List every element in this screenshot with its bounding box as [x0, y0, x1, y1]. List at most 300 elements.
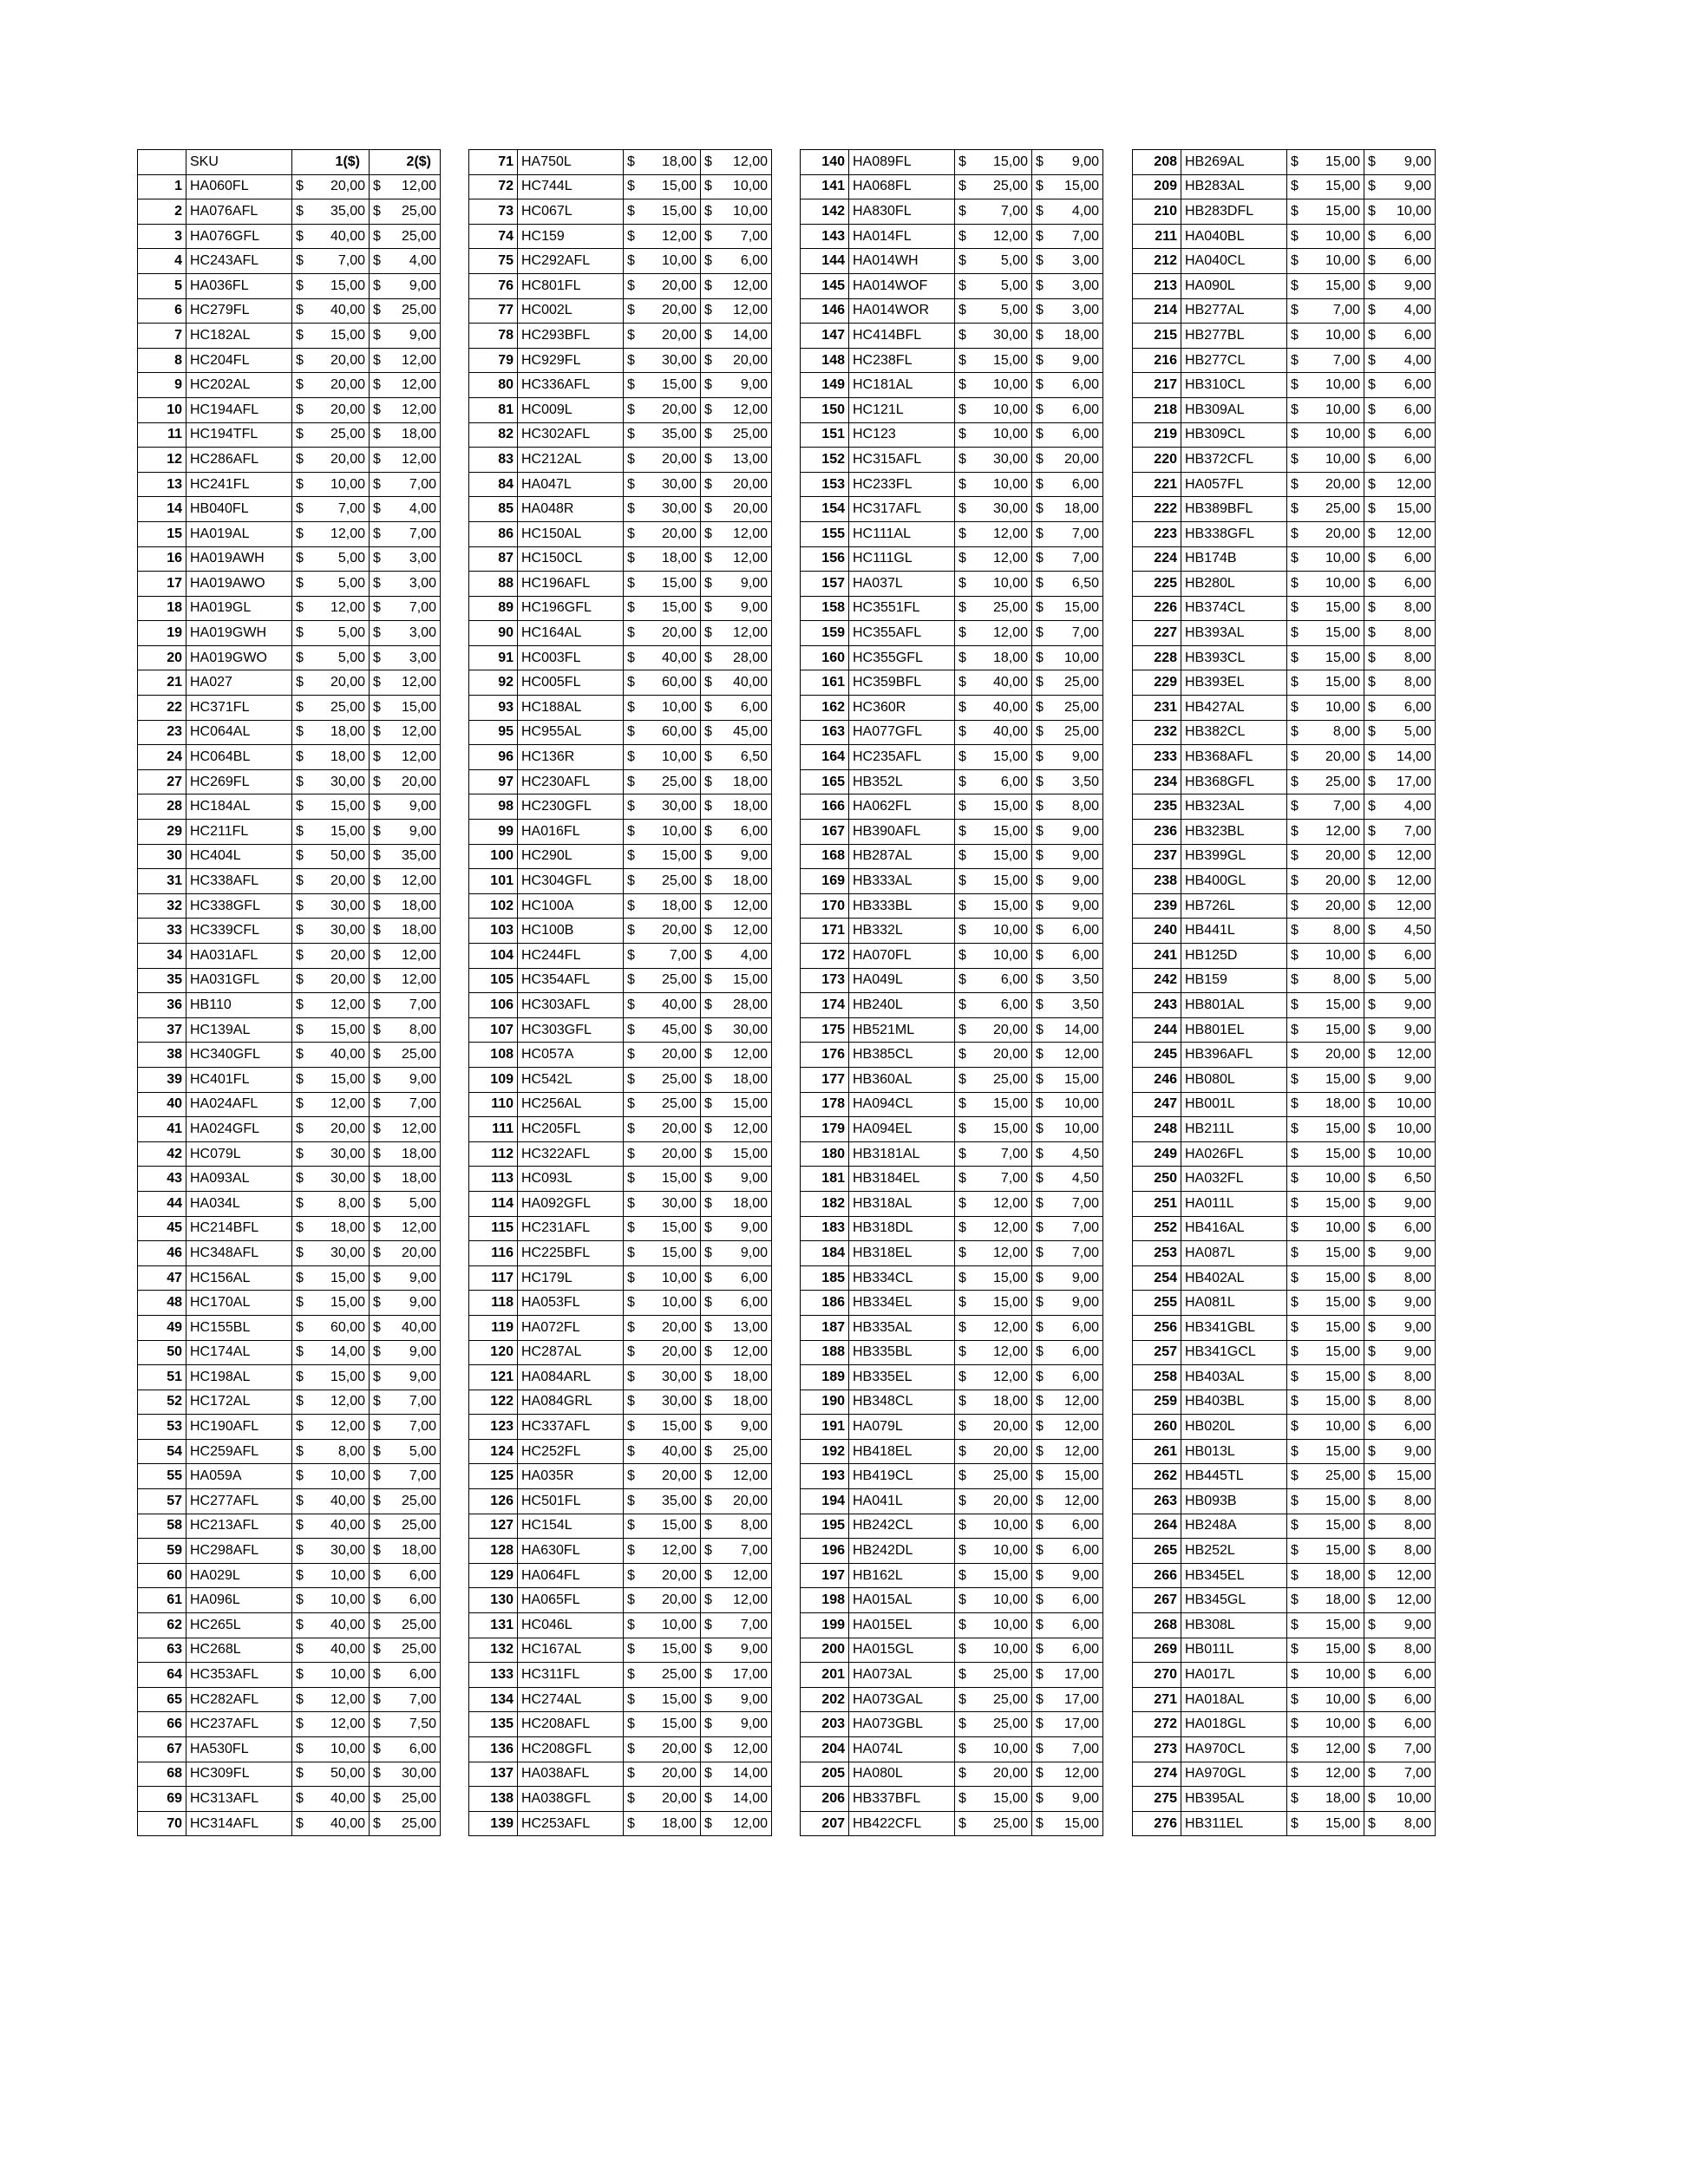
sku-cell: HC194AFL: [186, 397, 292, 422]
sku-cell: HC256AL: [518, 1092, 624, 1117]
price-2-cell: [701, 1365, 772, 1390]
price-value: 8,00: [1403, 1270, 1431, 1285]
price-2-cell: [1032, 1489, 1103, 1514]
currency-symbol: $: [1291, 1567, 1299, 1583]
price-1-cell: [955, 1489, 1032, 1514]
price-value: 12,00: [992, 1344, 1028, 1360]
price-value: 10,00: [732, 179, 768, 194]
price-2-cell: [370, 1464, 441, 1489]
price-value: 10,00: [1325, 699, 1360, 715]
price-value: 9,00: [740, 377, 768, 393]
price-1-cell: [955, 1663, 1032, 1688]
currency-symbol: $: [1291, 898, 1299, 913]
price-2-cell: [701, 1141, 772, 1167]
price-1-cell: [1287, 298, 1364, 324]
price-1-cell: [955, 1291, 1032, 1316]
price-value: 9,00: [1403, 1344, 1431, 1360]
table-row: [138, 521, 441, 546]
price-value: 15,00: [1325, 1295, 1360, 1311]
table-row: [138, 596, 441, 621]
price-value: 8,00: [1403, 1642, 1431, 1658]
price-value: 5,00: [337, 625, 365, 641]
currency-symbol: $: [704, 228, 712, 244]
price-value: 15,00: [661, 179, 697, 194]
sku-cell: HA040CL: [1181, 249, 1287, 274]
row-number: 184: [801, 1241, 849, 1266]
price-value: 25,00: [330, 699, 365, 715]
price-value: 6,00: [1000, 774, 1028, 789]
sku-cell: HB345EL: [1181, 1563, 1287, 1588]
currency-symbol: $: [1291, 526, 1299, 541]
price-value: 7,00: [337, 253, 365, 269]
sku-cell: HC287AL: [518, 1340, 624, 1365]
price-value: 20,00: [732, 1493, 768, 1508]
price-value: 12,00: [732, 1468, 768, 1484]
price-2-cell: [1032, 1563, 1103, 1588]
price-2-cell: [370, 1017, 441, 1043]
table-row: [469, 249, 772, 274]
price-2-cell: [370, 1191, 441, 1216]
currency-symbol: $: [1291, 675, 1299, 690]
row-number: 39: [138, 1067, 186, 1092]
row-number: 37: [138, 1017, 186, 1043]
sku-cell: HC501FL: [518, 1489, 624, 1514]
row-number: 129: [469, 1563, 518, 1588]
table-row: [801, 1514, 1103, 1539]
row-number: 116: [469, 1241, 518, 1266]
currency-symbol: $: [373, 1295, 381, 1311]
table-row: [801, 224, 1103, 249]
row-number: 18: [138, 596, 186, 621]
sku-cell: HB280L: [1181, 572, 1287, 597]
sku-cell: HC322AFL: [518, 1141, 624, 1167]
price-1-cell: [955, 348, 1032, 373]
price-1-cell: [292, 1167, 370, 1192]
currency-symbol: $: [958, 699, 966, 715]
price-1-cell: [292, 1638, 370, 1663]
sku-cell: HC243AFL: [186, 249, 292, 274]
currency-symbol: $: [627, 1667, 635, 1683]
price-value: 12,00: [1396, 1047, 1431, 1063]
currency-symbol: $: [373, 1096, 381, 1112]
price-value: 25,00: [1063, 675, 1099, 690]
currency-symbol: $: [1368, 749, 1376, 765]
currency-symbol: $: [958, 1295, 966, 1311]
price-value: 12,00: [330, 600, 365, 616]
currency-symbol: $: [627, 352, 635, 368]
price-2-cell: [1032, 472, 1103, 497]
price-value: 20,00: [732, 501, 768, 517]
currency-symbol: $: [958, 923, 966, 938]
sku-cell: HA060FL: [186, 174, 292, 199]
currency-symbol: $: [1291, 1443, 1299, 1459]
price-2-cell: [701, 1588, 772, 1613]
price-value: 6,00: [1071, 947, 1099, 963]
table-row: [469, 968, 772, 993]
table-row: [469, 150, 772, 175]
table-row: [138, 645, 441, 670]
price-2-cell: [370, 1067, 441, 1092]
price-value: 12,00: [732, 1567, 768, 1583]
currency-symbol: $: [1036, 1270, 1044, 1285]
row-number: 28: [138, 794, 186, 820]
currency-symbol: $: [958, 972, 966, 988]
currency-symbol: $: [1368, 1419, 1376, 1435]
price-value: 7,00: [1000, 203, 1028, 219]
currency-symbol: $: [704, 1394, 712, 1409]
price-1-cell: [292, 720, 370, 745]
price-value: 3,50: [1071, 774, 1099, 789]
table-row: [469, 1489, 772, 1514]
price-value: 15,00: [1325, 1270, 1360, 1285]
price-1-cell: [1287, 1191, 1364, 1216]
table-row: [1133, 696, 1436, 721]
row-number: 165: [801, 769, 849, 794]
price-value: 12,00: [1063, 1047, 1099, 1063]
table-row: [469, 1712, 772, 1737]
row-number: 186: [801, 1291, 849, 1316]
row-number: 53: [138, 1415, 186, 1440]
price-1-cell: [1287, 993, 1364, 1018]
price-value: 9,00: [1071, 1270, 1099, 1285]
table-row: [469, 521, 772, 546]
table-row: [469, 1588, 772, 1613]
price-2-cell: [1032, 298, 1103, 324]
price-2-cell: [701, 1489, 772, 1514]
row-number: 276: [1133, 1811, 1181, 1836]
row-number: 170: [801, 893, 849, 919]
price-value: 4,00: [1071, 203, 1099, 219]
table-row: [138, 1141, 441, 1167]
price-value: 10,00: [1063, 1096, 1099, 1112]
price-value: 8,00: [337, 1195, 365, 1211]
price-value: 7,00: [409, 997, 436, 1012]
price-value: 10,00: [661, 1295, 697, 1311]
price-value: 12,00: [732, 1741, 768, 1756]
price-2-cell: [701, 273, 772, 298]
price-value: 10,00: [992, 1741, 1028, 1756]
price-value: 10,00: [1396, 1790, 1431, 1806]
price-table-1: [137, 149, 441, 1836]
row-number: 228: [1133, 645, 1181, 670]
price-value: 8,00: [1332, 923, 1360, 938]
price-1-cell: [292, 1092, 370, 1117]
sku-cell: HA014FL: [849, 224, 955, 249]
price-2-cell: [1032, 1092, 1103, 1117]
table-row: [138, 1191, 441, 1216]
sku-cell: HA019AL: [186, 521, 292, 546]
row-number: 161: [801, 670, 849, 696]
table-row: [801, 1241, 1103, 1266]
price-value: 9,00: [409, 1071, 436, 1087]
price-1-cell: [955, 1539, 1032, 1564]
price-value: 15,00: [661, 1171, 697, 1187]
table-row: [1133, 1191, 1436, 1216]
sku-cell: HA038AFL: [518, 1762, 624, 1787]
currency-symbol: $: [373, 650, 381, 665]
price-value: 4,50: [1071, 1171, 1099, 1187]
sku-cell: HA032FL: [1181, 1167, 1287, 1192]
row-number: 189: [801, 1365, 849, 1390]
row-number: 118: [469, 1291, 518, 1316]
table-row: [138, 869, 441, 894]
price-value: 12,00: [1396, 1567, 1431, 1583]
currency-symbol: $: [704, 352, 712, 368]
price-value: 6,00: [1071, 1518, 1099, 1533]
currency-symbol: $: [296, 1468, 304, 1484]
currency-symbol: $: [1368, 1493, 1376, 1508]
price-2-cell: [701, 1043, 772, 1068]
currency-symbol: $: [627, 1146, 635, 1161]
currency-symbol: $: [627, 675, 635, 690]
currency-symbol: $: [1368, 427, 1376, 442]
table-row: [138, 893, 441, 919]
currency-symbol: $: [958, 551, 966, 566]
price-value: 10,00: [1325, 402, 1360, 417]
price-value: 9,00: [1403, 1295, 1431, 1311]
sku-cell: HC233FL: [849, 472, 955, 497]
price-2-cell: [701, 1265, 772, 1291]
currency-symbol: $: [704, 303, 712, 318]
sku-cell: HB726L: [1181, 893, 1287, 919]
price-value: 12,00: [1063, 1493, 1099, 1508]
price-1-cell: [624, 769, 701, 794]
table-row: [469, 1762, 772, 1787]
currency-symbol: $: [627, 1443, 635, 1459]
price-value: 6,00: [740, 699, 768, 715]
price-value: 7,00: [409, 1419, 436, 1435]
price-value: 18,00: [1325, 1592, 1360, 1608]
row-number: 46: [138, 1241, 186, 1266]
price-2-cell: [1364, 1340, 1436, 1365]
currency-symbol: $: [296, 1394, 304, 1409]
price-value: 15,00: [1325, 278, 1360, 293]
table-row: [138, 1043, 441, 1068]
sku-cell: HB318DL: [849, 1216, 955, 1241]
sku-cell: HB162L: [849, 1563, 955, 1588]
currency-symbol: $: [296, 923, 304, 938]
price-value: 12,00: [1325, 1741, 1360, 1756]
row-number: 171: [801, 919, 849, 944]
row-number: 54: [138, 1439, 186, 1464]
row-number: 43: [138, 1167, 186, 1192]
table-row: [801, 249, 1103, 274]
sku-cell: HB308L: [1181, 1613, 1287, 1638]
price-2-cell: [701, 324, 772, 349]
price-value: 6,00: [1403, 402, 1431, 417]
price-value: 20,00: [330, 179, 365, 194]
price-2-cell: [1032, 273, 1103, 298]
price-value: 30,00: [992, 451, 1028, 467]
price-1-cell: [1287, 1687, 1364, 1712]
table-row: [1133, 1067, 1436, 1092]
price-value: 9,00: [1403, 997, 1431, 1012]
currency-symbol: $: [1368, 1270, 1376, 1285]
row-number: 72: [469, 174, 518, 199]
currency-symbol: $: [1036, 352, 1044, 368]
price-value: 3,00: [1071, 303, 1099, 318]
table-row: [138, 720, 441, 745]
row-number: 231: [1133, 696, 1181, 721]
price-value: 6,00: [1071, 1369, 1099, 1384]
price-1-cell: [1287, 596, 1364, 621]
currency-symbol: $: [627, 1096, 635, 1112]
currency-symbol: $: [1036, 1468, 1044, 1484]
row-number: 137: [469, 1762, 518, 1787]
price-1-cell: [955, 249, 1032, 274]
row-number: 156: [801, 546, 849, 572]
price-value: 10,00: [1325, 1220, 1360, 1236]
price-1-cell: [624, 497, 701, 522]
row-number: 60: [138, 1563, 186, 1588]
currency-symbol: $: [1368, 1468, 1376, 1484]
currency-symbol: $: [627, 972, 635, 988]
currency-symbol: $: [373, 749, 381, 765]
price-2-cell: [1364, 1043, 1436, 1068]
currency-symbol: $: [958, 427, 966, 442]
currency-symbol: $: [958, 1171, 966, 1187]
price-2-cell: [1364, 572, 1436, 597]
sku-cell: HC170AL: [186, 1291, 292, 1316]
currency-symbol: $: [1368, 873, 1376, 889]
table-row: [138, 373, 441, 398]
table-row: [469, 448, 772, 473]
price-value: 12,00: [732, 551, 768, 566]
row-number: 224: [1133, 546, 1181, 572]
currency-symbol: $: [627, 1195, 635, 1211]
currency-symbol: $: [627, 278, 635, 293]
currency-symbol: $: [627, 1766, 635, 1782]
currency-symbol: $: [1291, 873, 1299, 889]
price-value: 17,00: [1063, 1667, 1099, 1683]
price-1-cell: [1287, 1167, 1364, 1192]
price-value: 8,00: [1332, 972, 1360, 988]
row-number: 48: [138, 1291, 186, 1316]
table-row: [469, 422, 772, 448]
price-1-cell: [1287, 1712, 1364, 1737]
currency-symbol: $: [296, 1369, 304, 1384]
price-value: 15,00: [661, 203, 697, 219]
price-value: 4,00: [409, 253, 436, 269]
price-1-cell: [624, 670, 701, 696]
row-number: 89: [469, 596, 518, 621]
currency-symbol: $: [704, 1815, 712, 1831]
price-1-cell: [955, 1638, 1032, 1663]
currency-symbol: $: [1291, 228, 1299, 244]
row-number: 226: [1133, 596, 1181, 621]
currency-symbol: $: [1291, 154, 1299, 169]
row-number: 6: [138, 298, 186, 324]
currency-symbol: $: [627, 625, 635, 641]
price-value: 15,00: [330, 823, 365, 839]
price-value: 18,00: [732, 1394, 768, 1409]
price-1-cell: [624, 1439, 701, 1464]
price-2-cell: [701, 1514, 772, 1539]
sku-cell: HB309AL: [1181, 397, 1287, 422]
currency-symbol: $: [296, 848, 304, 864]
sku-cell: HC268L: [186, 1638, 292, 1663]
row-number: 273: [1133, 1737, 1181, 1762]
sku-cell: HC111AL: [849, 521, 955, 546]
price-1-cell: [292, 794, 370, 820]
sku-cell: HA017L: [1181, 1663, 1287, 1688]
currency-symbol: $: [296, 303, 304, 318]
table-row: [1133, 1539, 1436, 1564]
price-value: 45,00: [661, 1022, 697, 1037]
price-value: 6,00: [740, 253, 768, 269]
row-number: 227: [1133, 621, 1181, 646]
table-row: [801, 348, 1103, 373]
price-1-cell: [1287, 893, 1364, 919]
currency-symbol: $: [704, 451, 712, 467]
price-value: 10,00: [1325, 947, 1360, 963]
price-2-cell: [1032, 670, 1103, 696]
currency-symbol: $: [373, 823, 381, 839]
currency-symbol: $: [373, 600, 381, 616]
sku-cell: HC155BL: [186, 1315, 292, 1340]
row-number: 215: [1133, 324, 1181, 349]
price-2-cell: [701, 696, 772, 721]
price-1-cell: [1287, 397, 1364, 422]
price-value: 8,00: [740, 1518, 768, 1533]
currency-symbol: $: [1291, 1716, 1299, 1732]
price-value: 14,00: [1063, 1022, 1099, 1037]
currency-symbol: $: [627, 228, 635, 244]
price-value: 3,00: [409, 551, 436, 566]
sku-cell: HB521ML: [849, 1017, 955, 1043]
price-value: 10,00: [1325, 451, 1360, 467]
price-value: 30,00: [992, 501, 1028, 517]
currency-symbol: $: [958, 1071, 966, 1087]
price-2-cell: [1364, 720, 1436, 745]
currency-symbol: $: [1291, 377, 1299, 393]
price-1-cell: [292, 645, 370, 670]
price-2-cell: [1364, 448, 1436, 473]
price-value: 8,00: [1071, 799, 1099, 814]
price-value: 12,00: [992, 526, 1028, 541]
row-number: 98: [469, 794, 518, 820]
price-value: 7,00: [409, 1691, 436, 1707]
sku-cell: HC304GFL: [518, 869, 624, 894]
currency-symbol: $: [296, 1667, 304, 1683]
price-1-cell: [955, 1067, 1032, 1092]
price-value: 4,00: [1403, 303, 1431, 318]
currency-symbol: $: [1368, 154, 1376, 169]
price-value: 12,00: [401, 377, 436, 393]
table-row: [801, 1415, 1103, 1440]
sku-cell: HC279FL: [186, 298, 292, 324]
price-2-cell: [370, 993, 441, 1018]
price-2-cell: [1364, 1514, 1436, 1539]
price-2-cell: [370, 324, 441, 349]
table-row: [1133, 1241, 1436, 1266]
currency-symbol: $: [627, 203, 635, 219]
table-row: [801, 1017, 1103, 1043]
row-number: 193: [801, 1464, 849, 1489]
currency-symbol: $: [1036, 600, 1044, 616]
table-row: [1133, 174, 1436, 199]
price-value: 6,00: [740, 823, 768, 839]
price-value: 3,00: [1071, 278, 1099, 293]
sku-cell: HC159: [518, 224, 624, 249]
price-value: 6,00: [1071, 1617, 1099, 1632]
sku-cell: HC167AL: [518, 1638, 624, 1663]
price-value: 20,00: [1325, 1047, 1360, 1063]
row-number: 249: [1133, 1141, 1181, 1167]
currency-symbol: $: [627, 1543, 635, 1559]
price-1-cell: [1287, 1588, 1364, 1613]
table-row: [469, 1315, 772, 1340]
